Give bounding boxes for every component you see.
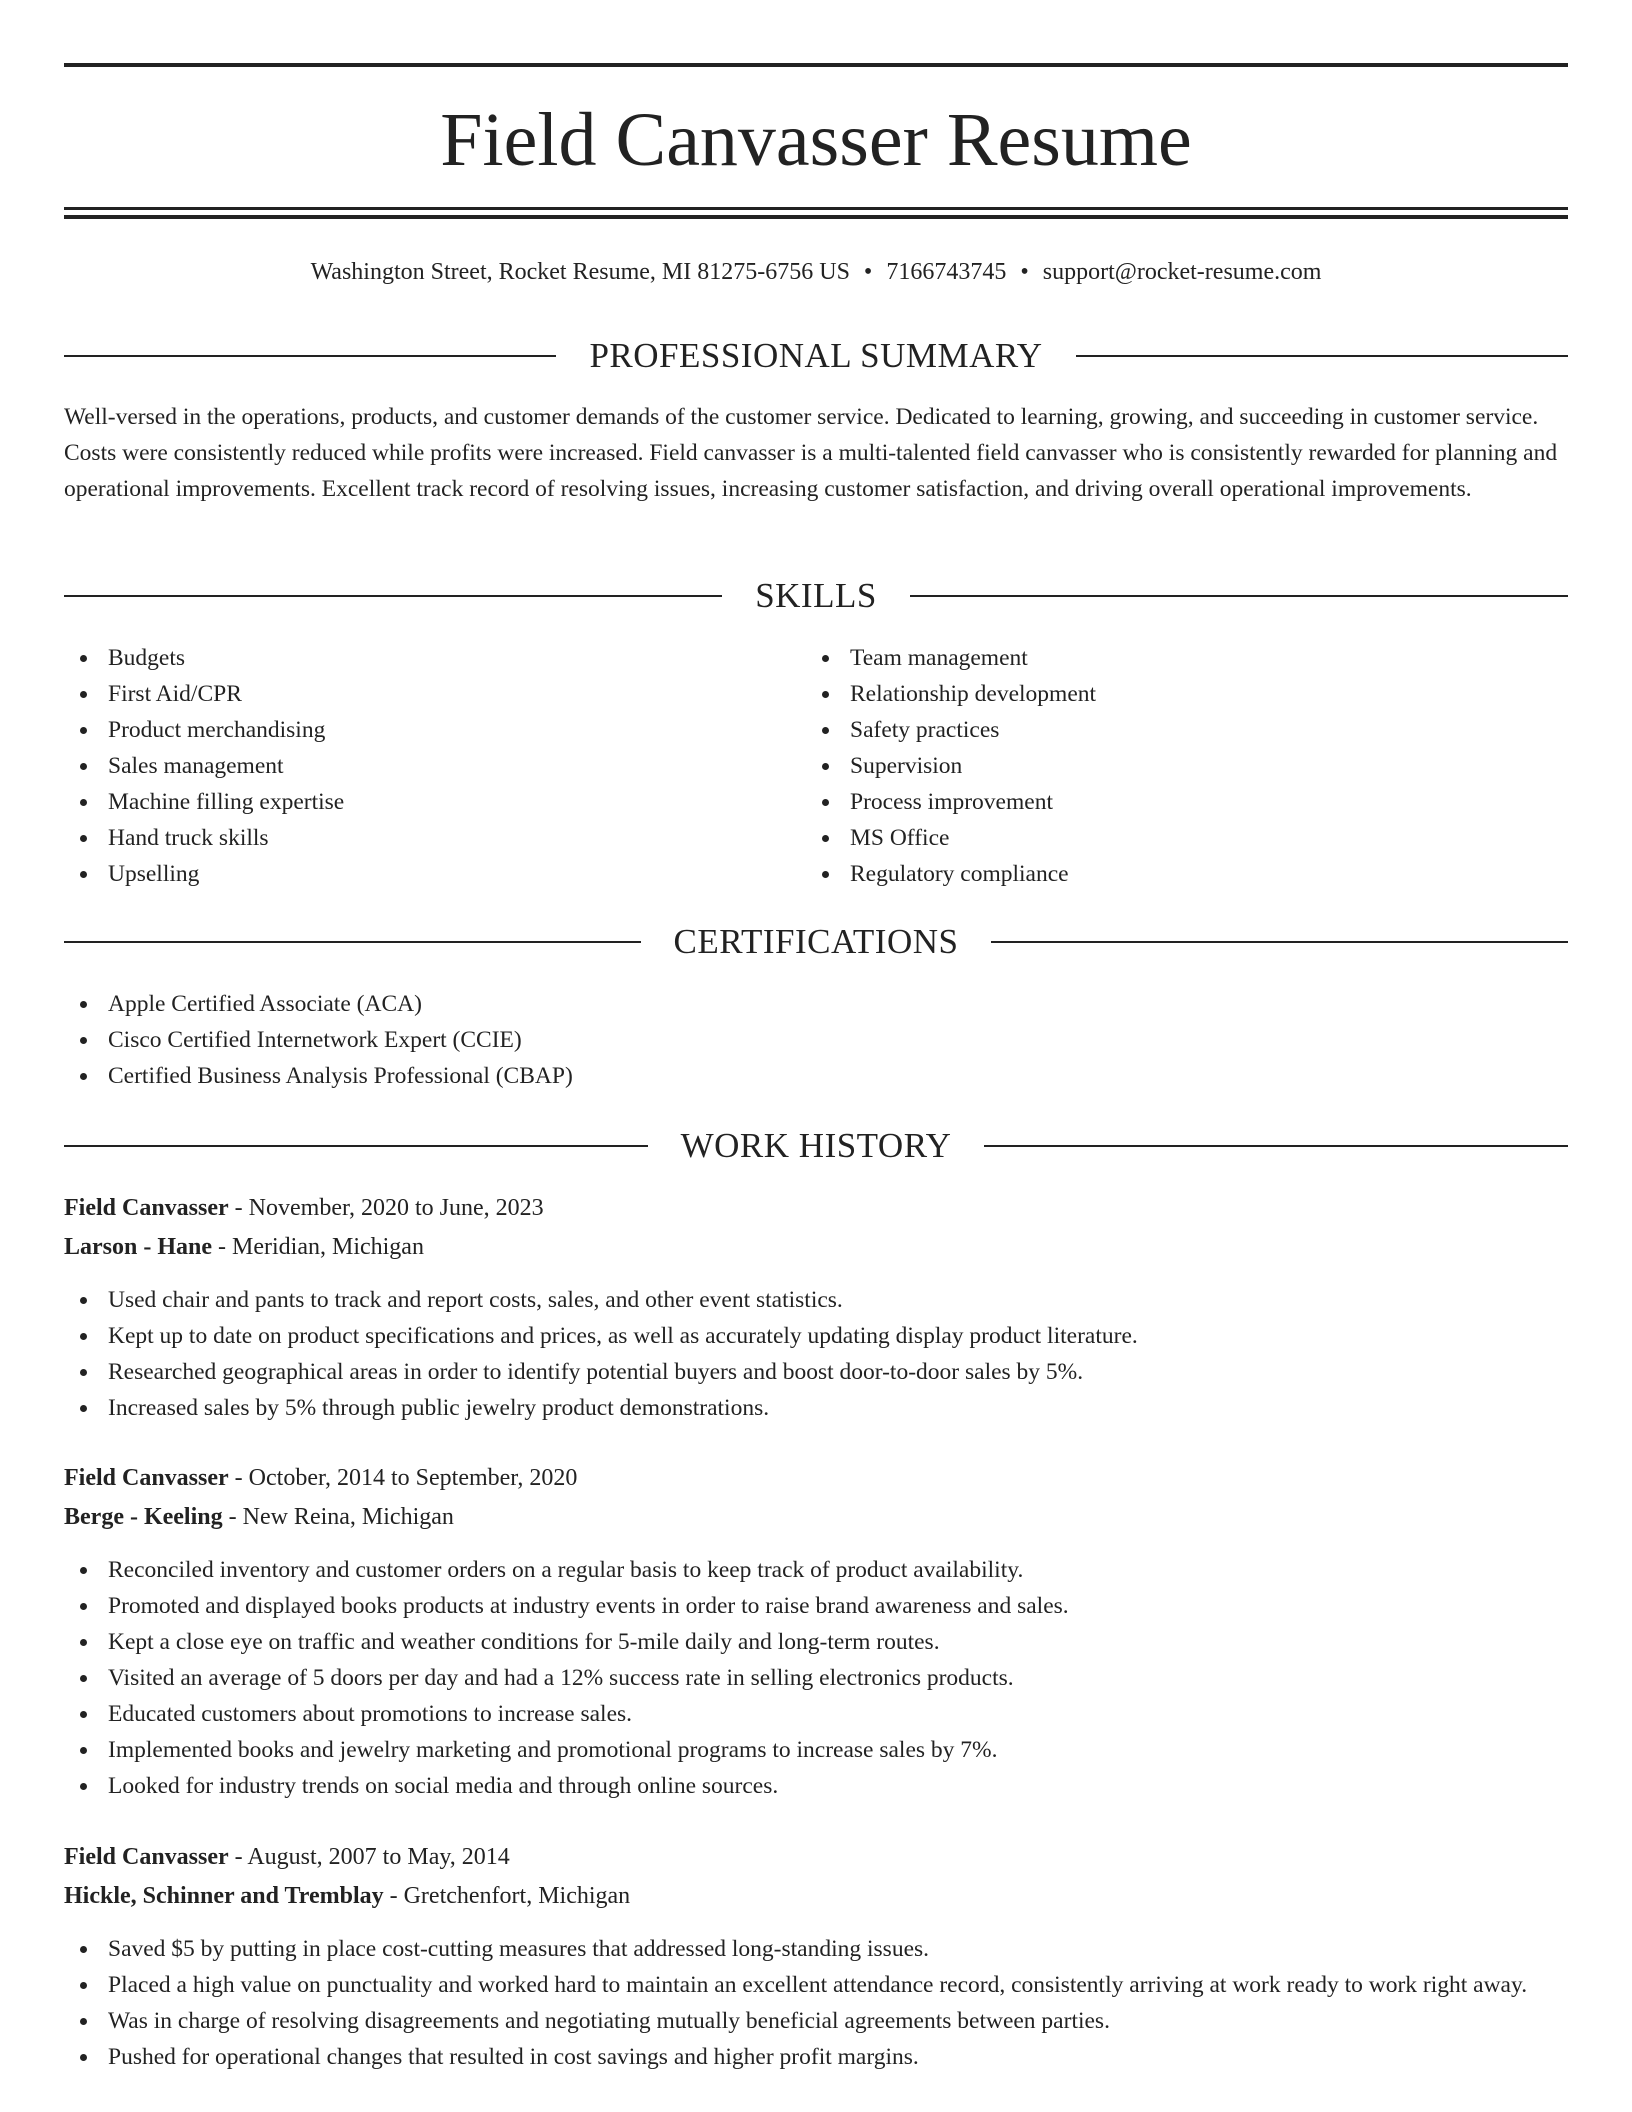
contact-separator: •	[863, 259, 873, 285]
work-history-heading-label: WORK HISTORY	[680, 1126, 952, 1165]
job-location: - Gretchenfort, Michigan	[383, 1883, 631, 1909]
job-bullet: Educated customers about promotions to increase sales.	[64, 1696, 1568, 1732]
skill-item: MS Office	[806, 820, 1546, 856]
job-location: - Meridian, Michigan	[212, 1234, 424, 1260]
heading-rule-right	[910, 595, 1568, 597]
certifications-heading-label: CERTIFICATIONS	[673, 922, 959, 961]
summary-heading-label: PROFESSIONAL SUMMARY	[589, 336, 1043, 375]
skill-item: Sales management	[64, 748, 804, 784]
skills-heading-label: SKILLS	[755, 576, 877, 615]
job-bullets	[64, 1931, 1568, 2075]
job-bullet: Increased sales by 5% through public jewelry product demonstrations.	[64, 1390, 1568, 1426]
job-dates: - October, 2014 to September, 2020	[228, 1465, 578, 1491]
skill-item: First Aid/CPR	[64, 676, 804, 712]
job-bullet: Looked for industry trends on social media and through online sources.	[64, 1768, 1568, 1804]
job-title: Field Canvasser	[64, 1844, 229, 1870]
skill-item: Product merchandising	[64, 712, 804, 748]
summary-heading	[64, 336, 1568, 376]
job-bullet: Kept up to date on product specifications and prices, as well as accurately updating display product literature.	[64, 1318, 1568, 1354]
job-company: Berge - Keeling	[64, 1504, 223, 1530]
job-bullet: Promoted and displayed books products at industry events in order to raise brand awareness and sales.	[64, 1588, 1568, 1624]
job-title: Field Canvasser	[64, 1195, 229, 1221]
job-company-line	[64, 1228, 1568, 1267]
heading-rule-left	[64, 1145, 648, 1147]
contact-address: Washington Street, Rocket Resume, MI 81275-6756 US	[310, 259, 850, 285]
job-bullet: Saved $5 by putting in place cost-cutting measures that addressed long-standing issues.	[64, 1931, 1568, 1967]
skills-list-right	[806, 640, 1546, 892]
job-bullets	[64, 1282, 1568, 1426]
job-bullet: Used chair and pants to track and report costs, sales, and other event statistics.	[64, 1282, 1568, 1318]
skill-item: Supervision	[806, 748, 1546, 784]
job-company: Larson - Hane	[64, 1234, 213, 1260]
job-bullets	[64, 1552, 1568, 1804]
certification-item: Apple Certified Associate (ACA)	[64, 986, 1568, 1022]
certification-item: Cisco Certified Internetwork Expert (CCIE)	[64, 1022, 1568, 1058]
job-dates: - August, 2007 to May, 2014	[228, 1844, 510, 1870]
job-company-line	[64, 1877, 1568, 1916]
work-history-heading	[64, 1126, 1568, 1166]
contact-separator: •	[1020, 259, 1029, 285]
summary-text: Well-versed in the operations, products, and customer demands of the customer service. Dedicated to learning, growing, and succeeding in customer service. Costs were consistently reduced while profits were increased. Field canvasser is a multi-talented field canvasser who is consistently rewarded for planning and operational improvements. Excellent track record of resolving issues, increasing customer satisfaction, and driving overall operational improvements.	[64, 404, 1558, 502]
heading-rule-right	[991, 941, 1568, 943]
skills-heading	[64, 576, 1568, 616]
job-title-line	[64, 1838, 1568, 1877]
heading-rule-left	[64, 355, 556, 357]
job-entry	[64, 1459, 1568, 1804]
job-entry	[64, 1838, 1568, 2075]
job-entry	[64, 1189, 1568, 1426]
heading-rule-left	[64, 595, 722, 597]
skill-item: Regulatory compliance	[806, 856, 1546, 892]
job-dates: - November, 2020 to June, 2023	[228, 1195, 544, 1221]
job-bullet: Reconciled inventory and customer orders on a regular basis to keep track of product availability.	[64, 1552, 1568, 1588]
job-bullet: Placed a high value on punctuality and worked hard to maintain an excellent attendance record, consistently arriving at work ready to work right away.	[64, 1967, 1568, 2003]
job-title-line	[64, 1189, 1568, 1228]
job-title-line	[64, 1459, 1568, 1498]
job-bullet: Researched geographical areas in order to identify potential buyers and boost door-to-door sales by 5%.	[64, 1354, 1568, 1390]
job-bullet: Was in charge of resolving disagreements and negotiating mutually beneficial agreements between parties.	[64, 2003, 1568, 2039]
heading-rule-left	[64, 941, 641, 943]
job-company: Hickle, Schinner and Tremblay	[64, 1883, 384, 1909]
top-rule	[64, 63, 1568, 67]
skill-item: Machine filling expertise	[64, 784, 804, 820]
job-title: Field Canvasser	[64, 1465, 229, 1491]
skill-item: Hand truck skills	[64, 820, 804, 856]
title-rule-lower	[64, 215, 1568, 219]
skill-item: Budgets	[64, 640, 804, 676]
contact-email: support@rocket-resume.com	[1042, 259, 1322, 285]
skills-list-left	[64, 640, 804, 892]
job-location: - New Reina, Michigan	[222, 1504, 454, 1530]
title-rule-upper	[64, 207, 1568, 210]
certifications-list	[64, 986, 1568, 1094]
contact-line	[64, 256, 1568, 288]
heading-rule-right	[1076, 355, 1568, 357]
skill-item: Team management	[806, 640, 1546, 676]
job-bullet: Visited an average of 5 doors per day and had a 12% success rate in selling electronics products.	[64, 1660, 1568, 1696]
skill-item: Safety practices	[806, 712, 1546, 748]
contact-phone: 7166743745	[886, 259, 1007, 285]
skill-item: Relationship development	[806, 676, 1546, 712]
skill-item: Upselling	[64, 856, 804, 892]
resume-title: Field Canvasser Resume	[440, 98, 1192, 182]
job-bullet: Kept a close eye on traffic and weather conditions for 5-mile daily and long-term routes.	[64, 1624, 1568, 1660]
job-bullet: Pushed for operational changes that resulted in cost savings and higher profit margins.	[64, 2039, 1568, 2075]
heading-rule-right	[984, 1145, 1568, 1147]
skill-item: Process improvement	[806, 784, 1546, 820]
certification-item: Certified Business Analysis Professional (CBAP)	[64, 1058, 1568, 1094]
job-bullet: Implemented books and jewelry marketing and promotional programs to increase sales by 7%.	[64, 1732, 1568, 1768]
certifications-heading	[64, 922, 1568, 962]
job-company-line	[64, 1498, 1568, 1537]
